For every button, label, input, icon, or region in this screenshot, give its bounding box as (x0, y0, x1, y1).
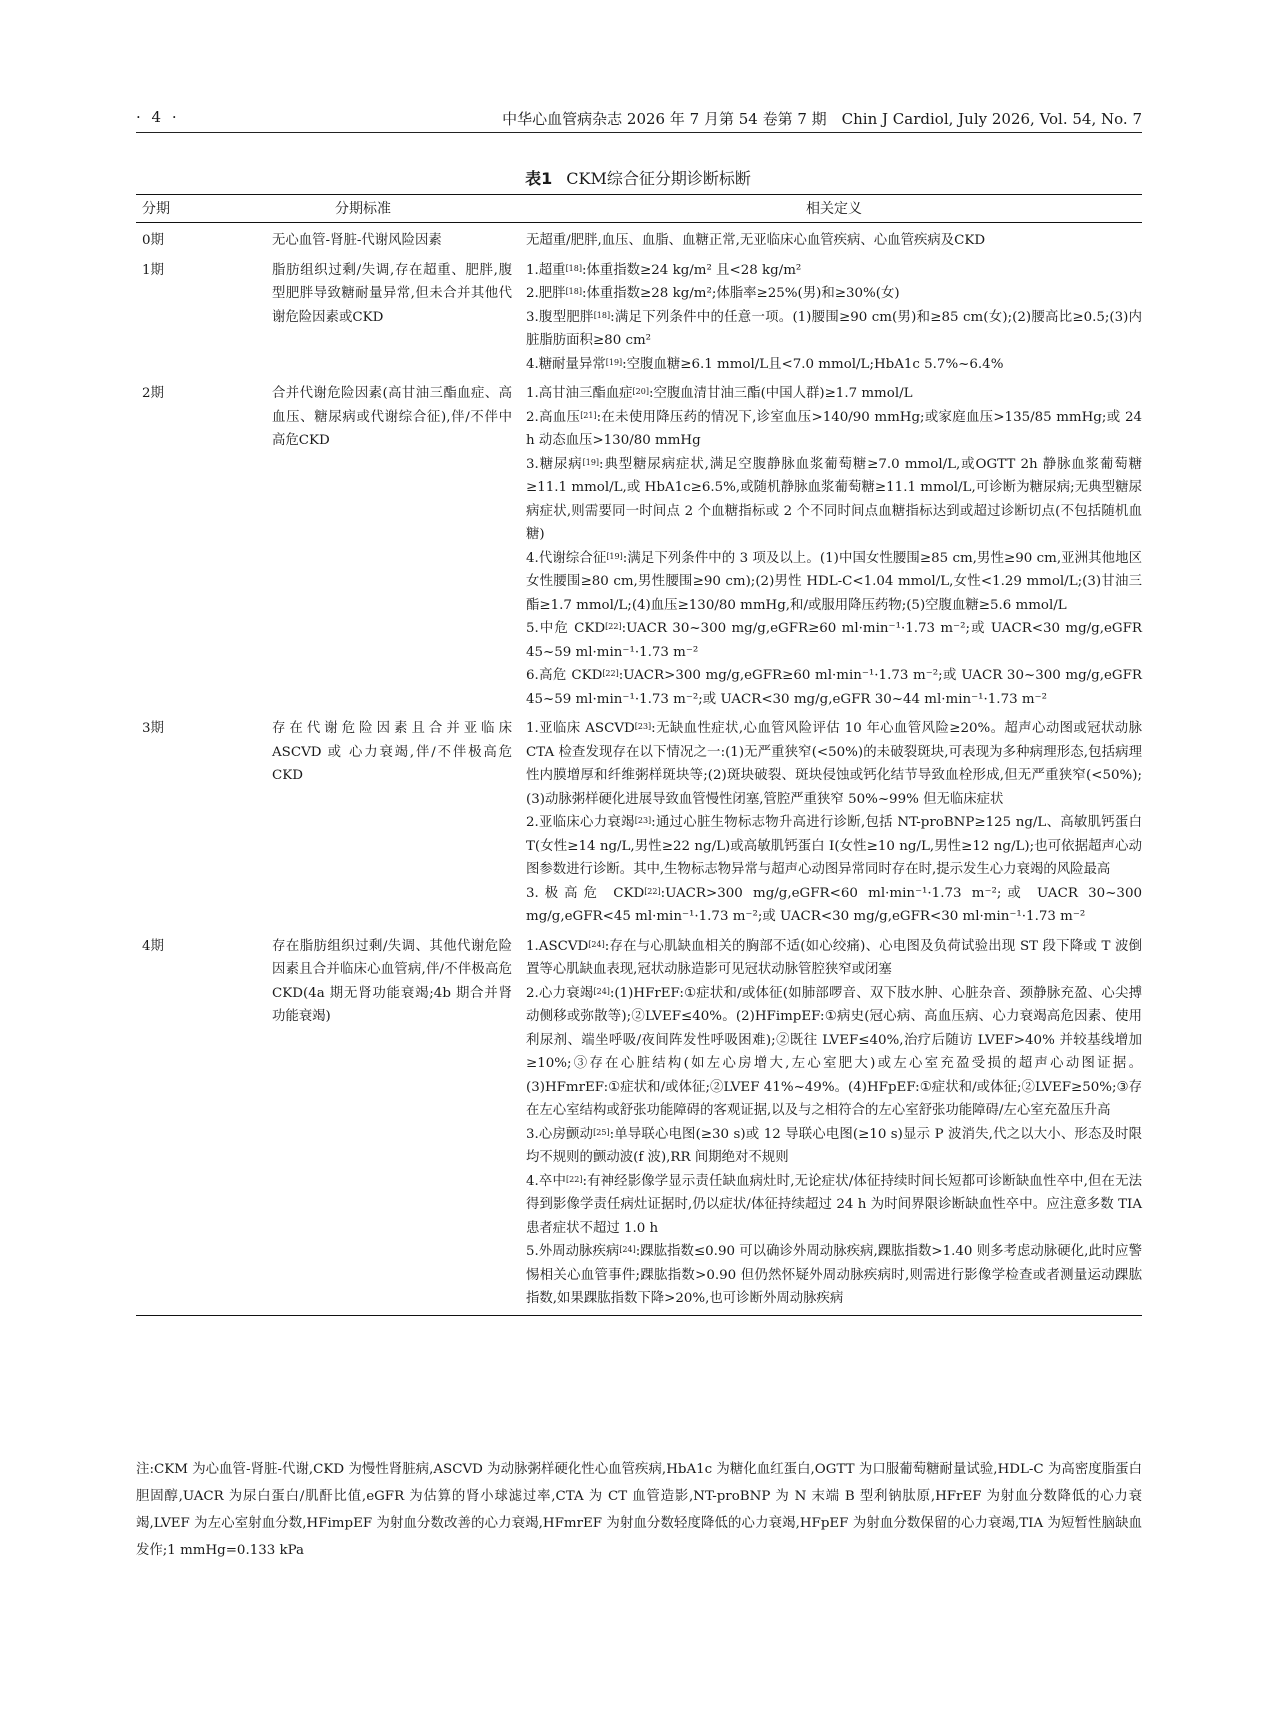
definition-item (526, 811, 1142, 882)
definition-term: 无超重/肥胖,血压、血脂、血糖正常,无亚临床心血管疾病、心血管疾病及CKD (526, 233, 986, 248)
definition-term: 3.心房颤动 (526, 1126, 594, 1142)
definition-term: 3.糖尿病 (526, 456, 583, 472)
definition-text: :无缺血性症状,心血管风险评估 10 年心血管风险≥20%。超声心动图或冠状动脉 CTA 检查发现存在以下情况之一:(1)无严重狭窄(<50%)的未破裂斑块,可表现为多种病理形态,包括病理性内膜增厚和纤维粥样斑块等;(2)斑块破裂、斑块侵蚀或钙化结节导致血栓形成,但无严重狭窄(<50%);(3)动脉粥样硬化进展导致血管慢性闭塞,管腔严重狭窄 50%~99% 但无临床症状 (526, 721, 1142, 807)
definition-term: 1.高甘油三酯血症 (526, 386, 633, 401)
definition-term: 1.超重 (526, 262, 566, 278)
table-row (136, 711, 1142, 929)
reference-marker: [19] (582, 457, 600, 467)
reference-marker: [21] (580, 410, 597, 420)
definition-term: 4.糖耐量异常 (526, 356, 606, 372)
stage-cell: 3期 (142, 721, 164, 736)
definition-term: 4.代谢综合征 (526, 550, 607, 566)
definition-item (526, 282, 1142, 306)
column-header-definition: 相关定义 (526, 195, 1142, 223)
definition-text: :UACR 30~300 mg/g,eGFR≥60 ml·min⁻¹·1.73 m⁻²;或 UACR<30 mg/g,eGFR 45~59 ml·min⁻¹·1.73 m⁻² (526, 621, 1142, 660)
reference-marker: [19] (605, 357, 623, 367)
definition-text: :体重指数≥28 kg/m²;体脂率≥25%(男)和≥30%(女) (581, 286, 900, 301)
reference-marker: [18] (565, 263, 582, 273)
reference-marker: [24] (588, 939, 605, 949)
table-row (136, 376, 1142, 711)
stage-cell: 0期 (142, 233, 164, 248)
definition-item (526, 547, 1142, 618)
definition-text: :典型糖尿病症状,满足空腹静脉血浆葡萄糖≥7.0 mmol/L,或OGTT 2h 静脉血浆葡萄糖≥11.1 mmol/L,或 HbA1c≥6.5%,或随机静脉血浆葡萄糖≥11.1 mmol/L,可诊断为糖尿病;无典型糖尿病症状,则需要同一时间点 2 个血糖指标或 2 个不同时间点血糖指标达到或超过诊断切点(不包括随机血糖) (526, 456, 1142, 542)
definition-term: 4.卒中 (526, 1173, 567, 1189)
definition-text: :满足下列条件中的 3 项及以上。(1)中国女性腰围≥85 cm,男性≥90 cm,亚洲其他地区女性腰围≥80 cm,男性腰围≥90 cm);(2)男性 HDL-C<1.04 mmol/L,女性<1.29 mmol/L;(3)甘油三酯≥1.7 mmol/L;(4)血压≥130/80 mmHg,和/或服用降压药物;(5)空腹血糖≥5.6 mmol/L (526, 550, 1142, 613)
definition-cell (526, 929, 1142, 1316)
definition-term: 2.亚临床心力衰竭 (526, 815, 635, 830)
definition-text: :空腹血糖≥6.1 mmol/L且<7.0 mmol/L;HbA1c 5.7%~6.4% (622, 356, 1004, 372)
definition-item (526, 306, 1142, 353)
definition-term: 1.ASCVD (526, 938, 589, 954)
criteria-cell: 合并代谢危险因素(高甘油三酯血症、高血压、糖尿病或代谢综合征),伴/不伴中高危CKD (272, 386, 512, 448)
definition-text: :有神经影像学显示责任缺血病灶时,无论症状/体征持续时间长短都可诊断缺血性卒中,但在无法得到影像学责任病灶证据时,仍以症状/体征持续超过 24 h 为时间界限诊断缺血性卒中。应注意多数 TIA 患者症状不超过 1.0 h (526, 1173, 1142, 1236)
stage-cell: 1期 (142, 262, 164, 278)
criteria-cell: 存在脂肪组织过剩/失调、其他代谢危险因素且合并临床心血管病,伴/不伴极高危CKD(4a 期无肾功能衰竭;4b 期合并肾功能衰竭) (200, 929, 526, 1316)
definition-term: 6.高危 CKD (526, 668, 603, 683)
definition-text: :满足下列条件中的任意一项。(1)腰围≥90 cm(男)和≥85 cm(女);(2)腰高比≥0.5;(3)内脏脂肪面积≥80 cm² (526, 309, 1142, 348)
definition-text: :在未使用降压药的情况下,诊室血压>140/90 mmHg;或家庭血压>135/85 mmHg;或 24 h 动态血压>130/80 mmHg (526, 409, 1142, 448)
definition-item (526, 664, 1142, 711)
definition-text: :踝肱指数≤0.90 可以确诊外周动脉疾病,踝肱指数>1.40 则多考虑动脉硬化,此时应警惕相关心血管事件;踝肱指数>0.90 但仍然怀疑外周动脉疾病时,则需进行影像学检查或者测量运动踝肱指数,如果踝肱指数下降>20%,也可诊断外周动脉疾病 (526, 1244, 1142, 1306)
definition-item (526, 229, 1142, 253)
reference-marker: [24] (593, 986, 610, 996)
definition-text: :UACR>300 mg/g,eGFR≥60 ml·min⁻¹·1.73 m⁻²;或 UACR 30~300 mg/g,eGFR 45~59 ml·min⁻¹·1.73 m⁻²;或 UACR<30 mg/g,eGFR 30~44 ml·min⁻¹·1.73 m⁻² (526, 668, 1142, 707)
definition-item (526, 259, 1142, 283)
reference-marker: [23] (634, 722, 652, 731)
definition-item (526, 353, 1142, 377)
reference-marker: [24] (619, 1245, 636, 1254)
definition-text: :存在与心肌缺血相关的胸部不适(如心绞痛)、心电图及负荷试验出现 ST 段下降或 T 波倒置等心肌缺血表现,冠状动脉造影可见冠状动脉管腔狭窄或闭塞 (526, 938, 1142, 977)
criteria-cell: 脂肪组织过剩/失调,存在超重、肥胖,腹型肥胖导致糖耐量异常,但未合并其他代谢危险因素或CKD (272, 262, 512, 325)
definition-item (526, 1123, 1142, 1170)
definition-text: :UACR>300 mg/g,eGFR<60 ml·min⁻¹·1.73 m⁻²;或 UACR 30~300 mg/g,eGFR<45 ml·min⁻¹·1.73 m⁻²;或 UACR<30 mg/g,eGFR<30 ml·min⁻¹·1.73 m⁻² (526, 885, 1142, 924)
table-caption (0, 166, 1276, 189)
definition-text: :通过心脏生物标志物升高进行诊断,包括 NT-proBNP≥125 ng/L、高敏肌钙蛋白 T(女性≥14 ng/L,男性≥22 ng/L)或高敏肌钙蛋白 I(女性≥10 ng/L,男性≥12 ng/L);也可依据超声心动图参数进行诊断。其中,生物标志物异常与超声心动图异常同时存在时,提示发生心力衰竭的风险最高 (526, 815, 1142, 877)
definition-term: 3.腹型肥胖 (526, 309, 594, 325)
criteria-cell: 无心血管-肾脏-代谢风险因素 (272, 233, 442, 248)
reference-marker: [23] (634, 816, 652, 825)
reference-marker: [18] (593, 310, 611, 320)
table-row (136, 223, 1142, 253)
definition-term: 1.亚临床 ASCVD (526, 721, 635, 736)
table-body (136, 223, 1142, 1316)
definition-cell (526, 376, 1142, 711)
reference-marker: [22] (566, 1174, 583, 1184)
definition-item (526, 935, 1142, 982)
definition-item (526, 882, 1142, 929)
reference-marker: [20] (632, 387, 649, 396)
staging-table (136, 194, 1142, 1316)
definition-item (526, 406, 1142, 453)
reference-marker: [19] (606, 551, 623, 561)
reference-marker: [22] (644, 886, 661, 896)
definition-text: :(1)HFrEF:①症状和/或体征(如肺部啰音、双下肢水肿、心脏杂音、颈静脉充盈、心尖搏动侧移或弥散等);②LVEF≤40%。(2)HFimpEF:①病史(冠心病、高血压病、心力衰竭高危因素、使用利尿剂、端坐呼吸/夜间阵发性呼吸困难);②既往 LVEF≤40%,治疗后随访 LVEF>40% 并较基线增加≥10%;③存在心脏结构(如左心房增大,左心室肥大)或左心室充盈受损的超声心动图证据。(3)HFmrEF:①症状和/或体征;②LVEF 41%~49%。(4)HFpEF:①症状和/或体征;②LVEF≥50%;③存在左心室结构或舒张功能障碍的客观证据,以及与之相符合的左心室舒张功能障碍/左心室充盈压升高 (526, 985, 1143, 1118)
definition-cell (526, 711, 1142, 929)
column-header-criteria: 分期标准 (200, 195, 526, 223)
definition-item (526, 382, 1142, 406)
stage-cell: 4期 (136, 929, 200, 1316)
definition-item (526, 453, 1142, 547)
column-header-stage: 分期 (136, 195, 200, 223)
definition-item (526, 982, 1142, 1123)
reference-marker: [22] (605, 622, 622, 631)
definition-item (526, 617, 1142, 664)
definition-term: 2.肥胖 (526, 286, 566, 301)
table-row (136, 929, 1142, 1316)
definition-term: 2.高血压 (526, 409, 581, 425)
table-row (136, 253, 1142, 377)
definition-term: 5.中危 CKD (526, 621, 606, 636)
definition-text: :单导联心电图(≥30 s)或 12 导联心电图(≥10 s)显示 P 波消失,代之以大小、形态及时限均不规则的颤动波(f 波),RR 间期绝对不规则 (526, 1126, 1143, 1165)
definition-item (526, 1170, 1142, 1241)
criteria-cell: 存在代谢危险因素且合并亚临床 ASCVD 或 心力衰竭,伴/不伴极高危CKD (272, 721, 512, 783)
running-header: 中华心血管病杂志 2026 年 7 月第 54 卷第 7 期 Chin J Cardiol, July 2026, Vol. 54, No. 7 (502, 110, 1142, 128)
definition-item (526, 717, 1142, 811)
definition-cell (526, 253, 1142, 377)
table-header-row (136, 195, 1142, 223)
table-note: 注:CKM 为心血管-肾脏-代谢,CKD 为慢性肾脏病,ASCVD 为动脉粥样硬化性心血管疾病,HbA1c 为糖化血红蛋白,OGTT 为口服葡萄糖耐量试验,HDL-C 为高密度脂蛋白胆固醇,UACR 为尿白蛋白/肌酐比值,eGFR 为估算的肾小球滤过率,CTA 为 CT 血管造影,NT-proBNP 为 N 末端 B 型利钠肽原,HFrEF 为射血分数降低的心力衰竭,LVEF 为左心室射血分数,HFimpEF 为射血分数改善的心力衰竭,HFmrEF 为射血分数轻度降低的心力衰竭,HFpEF 为射血分数保留的心力衰竭,TIA 为短暂性脑缺血发作;1 mmHg=0.133 kPa (136, 1462, 1142, 1558)
stage-cell: 2期 (142, 386, 164, 401)
page-number: · 4 · (136, 108, 180, 126)
header-rule (136, 132, 1142, 133)
reference-marker: [25] (593, 1127, 610, 1137)
definition-item (526, 1240, 1142, 1311)
table-title: CKM综合征分期诊断标断 (566, 169, 751, 188)
definition-text: :体重指数≥24 kg/m² 且<28 kg/m² (581, 262, 802, 278)
definition-term: 5.外周动脉疾病 (526, 1244, 620, 1259)
definition-term: 2.心力衰竭 (526, 985, 594, 1001)
reference-marker: [22] (602, 669, 619, 678)
reference-marker: [18] (565, 287, 582, 296)
definition-cell (526, 223, 1142, 253)
definition-term: 3.极高危 CKD (526, 885, 645, 901)
table-label: 表1 (525, 169, 553, 188)
definition-text: :空腹血清甘油三酯(中国人群)≥1.7 mmol/L (648, 386, 913, 401)
